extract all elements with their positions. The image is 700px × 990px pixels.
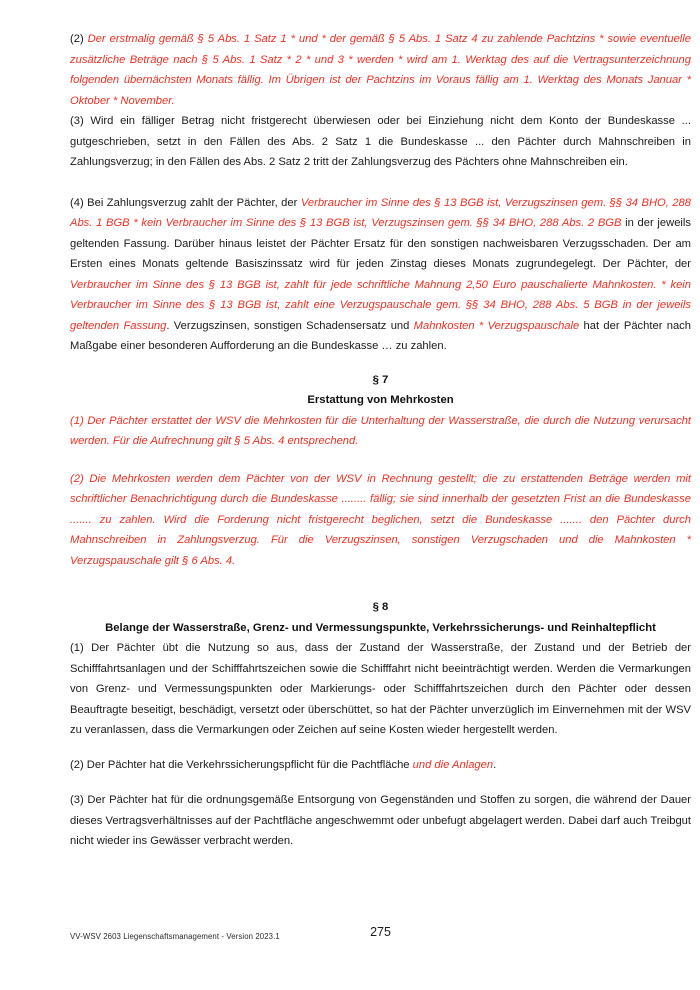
paragraph-spacer [70, 775, 691, 790]
contract-text-segment: . [493, 758, 497, 771]
contract-text-segment: (4) Bei Zahlungsverzug zahlt der Pächter, der [70, 196, 301, 209]
contract-text-segment: . Verzugszinsen, sonstigen Schadensersatz und [166, 319, 414, 332]
paragraph-spacer [70, 173, 691, 193]
section-heading: § 7 [372, 373, 389, 386]
variant-text-segment: Der erstmalig gemäß § 5 Abs. 1 Satz 1 * und * der gemäß § 5 Abs. 1 Satz 4 zu zahlende Pachtzins * sowie eventuelle zusätzliche Beträge nach § 5 Abs. 1 Satz * 2 * und 3 * werden * wird am 1. Werktag des auf die Vertragsunterzeichnung folgenden übernächsten Monats fällig. Im Übrigen ist der Pachtzins im Voraus fällig am 1. Werktag des Monats Januar * Oktober * November. [70, 33, 691, 107]
footer-reference: VV-WSV 2603 Liegenschaftsmanagement - Version 2023.1 [70, 932, 280, 941]
variant-text-segment: Mahnkosten * Verzugspauschale [413, 319, 580, 332]
paragraph [70, 469, 691, 572]
contract-text-segment: (2) Der Pächter hat die Verkehrssicherungspflicht für die Pachtfläche [70, 758, 413, 771]
paragraph-spacer [70, 357, 691, 370]
contract-text-segment: (1) Der Pächter übt die Nutzung so aus, dass der Zustand der Wasserstraße, der Zustand und der Betrieb der Schifffahrtsanlagen und der Schifffahrtszeichen sowie die Schifffahrt nicht beeinträchtigt werden. Werden die Vermarkungen von Grenz- und Vermessungspunkten oder Markierungs- oder Schifffahrtszeichen durch den Pächter oder dessen Beauftragte beseitigt, beschädigt, versetzt oder überschüttet, so hat der Pächter unverzüglich im Einvernehmen mit der WSV zu veranlassen, dass die Vermarkungen oder Zeichen auf seine Kosten wieder hergestellt werden. [70, 642, 691, 736]
contract-text-segment: in der jeweils geltenden Fassung. Darüber hinaus leistet der Pächter Ersatz für den sonstigen nachweisbaren Verzugsschaden. Der am Ersten eines Monats geltende Basiszinssatz wird für jeden Zinstag dieses Monats zugrundegelegt. Der Pächter, der [70, 217, 691, 270]
paragraph [70, 111, 691, 173]
paragraph [70, 193, 691, 357]
section-heading: Erstattung von Mehrkosten [307, 394, 454, 406]
variant-text-segment: Verbraucher im Sinne des § 13 BGB ist, zahlt für jede schriftliche Mahnung 2,50 Euro pauschalierte Mahnkosten. * kein Verbraucher im Sinne des § 13 BGB ist, zahlt eine Verzugspauschale gem. §§ 34 BHO, 288 Abs. 5 BGB in der jeweils geltenden Fassung [70, 278, 691, 332]
variant-text-segment: und die Anlagen [412, 758, 494, 771]
variant-text-segment: (2) Die Mehrkosten werden dem Pächter von der WSV in Rechnung gestellt; die zu erstattenden Beträge werden mit schriftlicher Benachrichtigung durch die Bundeskasse ........ fällig; sie sind innerhalb der gesetzten Frist an die Bundeskasse ....... zu zahlen. Wird die Forderung nicht fristgerecht beglichen, setzt die Bundeskasse ....... den Pächter durch Mahnschreiben in Zahlungsverzug. Für die Verzugszinsen, sonstigen Verzugschaden und die Mahnkosten * Verzugspauschale gilt § 6 Abs. 4. [70, 472, 691, 567]
contract-text-segment: (2) [70, 33, 88, 45]
paragraph [70, 755, 691, 776]
paragraph-spacer [70, 452, 691, 469]
contract-text-segment: (3) Der Pächter hat für die ordnungsgemäße Entsorgung von Gegenständen und Stoffen zu sorgen, die während der Dauer dieses Vertragsverhältnisses auf der Pachtfläche angeschwemmt oder unbefugt abgelagert werden. Dabei darf auch Treibgut nicht wieder ins Gewässer verbracht werden. [70, 794, 691, 847]
contract-text-segment: (3) Wird ein fälliger Betrag nicht fristgerecht überwiesen oder bei Einziehung nicht dem Konto der Bundeskasse ... gutgeschrieben, setzt in den Fällen des Abs. 2 Satz 1 die Bundeskasse ... den Pächter durch Mahnschreiben in Zahlungsverzug; in den Fällen des Abs. 2 Satz 2 tritt der Zahlungsverzug des Pächters ohne Mahnschreiben ein. [70, 115, 691, 168]
section-heading: § 8 [372, 601, 389, 613]
paragraph [70, 411, 691, 452]
page-number: 275 [370, 925, 391, 939]
variant-text-segment: Verbraucher im Sinne des § 13 BGB ist, Verzugszinsen gem. §§ 34 BHO, 288 Abs. 1 BGB * kein Verbraucher im Sinne des § 13 BGB ist, Verzugszinsen gem. §§ 34 BHO, 288 Abs. 2 BGB [70, 196, 692, 229]
section-heading: Belange der Wasserstraße, Grenz- und Vermessungspunkte, Verkehrssicherungs- und Reinhaltepflicht [105, 621, 656, 634]
paragraph [70, 638, 691, 741]
paragraph [70, 29, 691, 111]
paragraph-spacer [70, 571, 691, 597]
paragraph [70, 790, 691, 852]
paragraph-spacer [70, 741, 691, 755]
contract-text-segment: hat der Pächter nach Maßgabe einer besonderen Aufforderung an die Bundeskasse … zu zahlen. [70, 319, 691, 352]
document-body [70, 29, 691, 852]
variant-text-segment: (1) Der Pächter erstattet der WSV die Mehrkosten für die Unterhaltung der Wasserstraße, die durch die Nutzung verursacht werden. Für die Aufrechnung gilt § 5 Abs. 4 entsprechend. [70, 414, 691, 447]
